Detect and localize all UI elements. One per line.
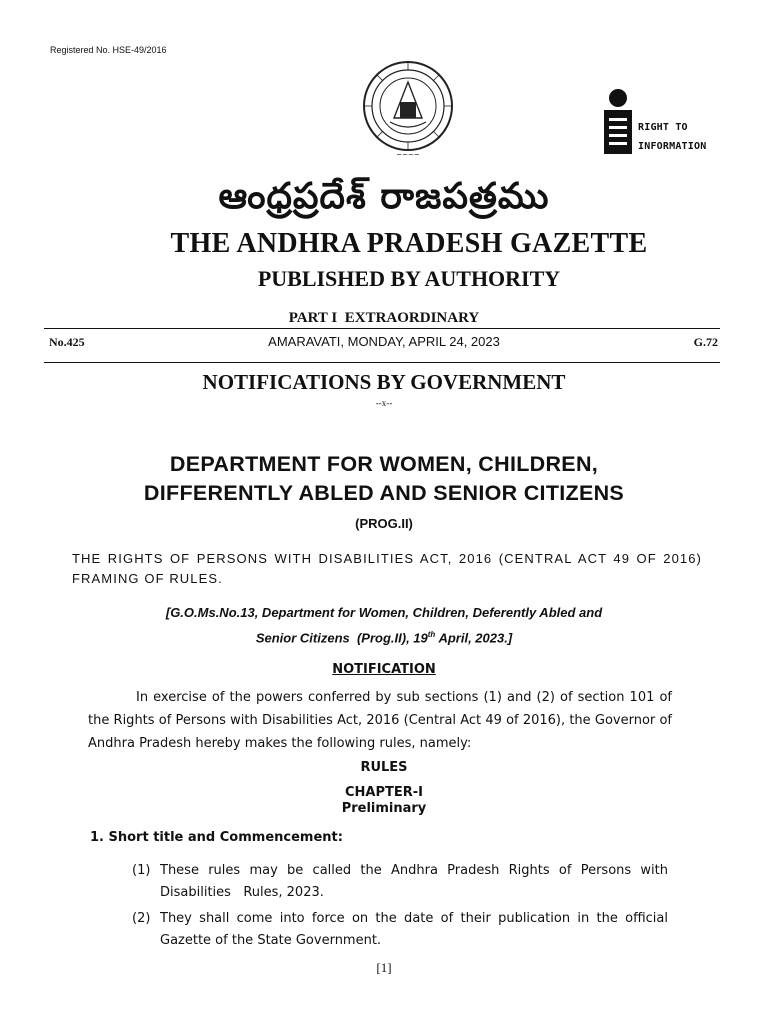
andhra-pradesh-emblem-icon — [360, 58, 456, 158]
rti-line-1: RIGHT TO — [638, 122, 688, 133]
header-rule-top — [44, 328, 720, 329]
notification-heading: NOTIFICATION — [332, 662, 436, 677]
chapter-number: CHAPTER-I — [345, 785, 423, 800]
department-heading — [0, 450, 768, 508]
rule-item-text: These rules may be called the Andhra Pradesh Rights of Persons with Disabilities Rules, 2023. — [160, 863, 673, 900]
chapter-title: Preliminary — [341, 801, 427, 816]
section-heading: NOTIFICATIONS BY GOVERNMENT — [202, 370, 566, 394]
rule-item-text: They shall come into force on the date of their publication in the official Gazette of the State Government. — [160, 911, 668, 948]
go-reference — [0, 602, 768, 649]
section-title: 1. Short title and Commencement: — [90, 830, 343, 845]
notification-paragraph: In exercise of the powers conferred by sub sections (1) and (2) of section 101 of the Rights of Persons with Disabilities Act, 2016 (Central Act 49 of 2016), the Governor of Andhra Pradesh hereby makes the following rules, namely: — [88, 690, 672, 751]
go-ref-sup: th — [427, 630, 436, 639]
svg-text:~~~~: ~~~~ — [396, 151, 420, 158]
issue-number: No.425 — [49, 335, 85, 349]
program-label: (PROG.II) — [355, 516, 413, 531]
rti-logo-icon — [600, 88, 640, 158]
rti-logo — [600, 88, 730, 158]
gazette-subtitle: PUBLISHED BY AUTHORITY — [257, 266, 561, 291]
chapter-heading — [0, 785, 768, 817]
rule-item-number: (1) — [132, 863, 151, 878]
go-reference-line-1: [G.O.Ms.No.13, Department for Women, Children, Deferently Abled and — [165, 605, 603, 620]
rules-heading: RULES — [360, 760, 408, 775]
page-number: [1] — [376, 960, 392, 975]
rti-line-2: INFORMATION — [638, 141, 707, 152]
rule-item — [132, 860, 673, 904]
gazette-number: G.72 — [693, 335, 718, 349]
issue-dateline: AMARAVATI, MONDAY, APRIL 24, 2023 — [268, 334, 500, 349]
separator: --x-- — [375, 398, 393, 408]
header-rule-bottom — [44, 362, 720, 363]
telugu-gazette-title: ఆంధ్రప్రదేశ్ రాజపత్రము — [218, 176, 550, 217]
go-ref-post: April, 2023.] — [435, 630, 513, 646]
go-ref-pre: Senior Citizens (Prog.II), 19 — [255, 630, 428, 646]
rule-item-number: (2) — [132, 911, 151, 926]
gazette-part: PART I EXTRAORDINARY — [288, 310, 480, 326]
registration-number: Registered No. HSE-49/2016 — [50, 45, 167, 55]
go-reference-line-2 — [0, 624, 768, 649]
rule-item — [132, 908, 668, 952]
act-title: THE RIGHTS OF PERSONS WITH DISABILITIES ACT, 2016 (CENTRAL ACT 49 OF 2016) FRAMING OF RULES. — [72, 551, 702, 586]
gazette-title: THE ANDHRA PRADESH GAZETTE — [170, 228, 648, 259]
department-line-1: DEPARTMENT FOR WOMEN, CHILDREN, — [169, 452, 599, 476]
department-line-2: DIFFERENTLY ABLED AND SENIOR CITIZENS — [143, 481, 625, 505]
